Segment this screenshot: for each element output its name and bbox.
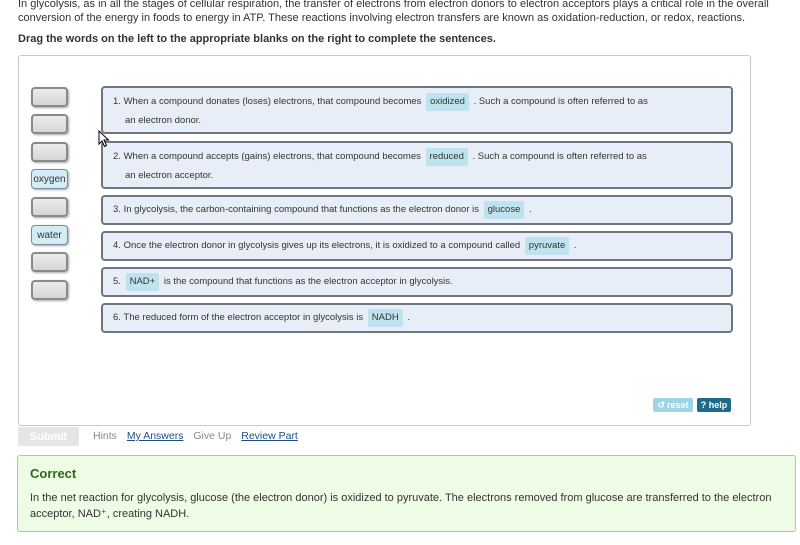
answer-blank[interactable]: NAD+ (126, 273, 160, 291)
sentence-number: 4. (113, 240, 121, 251)
sentence-text: In glycolysis, the carbon-containing compound that functions as the electron donor is (123, 204, 479, 215)
sentence-text: an electron acceptor. (125, 170, 214, 181)
review-part-link[interactable]: Review Part (241, 430, 298, 442)
sentence-number: 2. (113, 151, 121, 162)
mouse-cursor-icon (98, 130, 110, 148)
sentence-text: . Such a compound is often referred to as (472, 151, 647, 162)
word-chip-water[interactable]: water (31, 225, 68, 245)
reset-label: reset (667, 400, 689, 410)
sentence-3 (101, 195, 733, 225)
empty-word-slot (31, 87, 68, 107)
empty-word-slot (31, 114, 68, 134)
answer-blank[interactable]: pyruvate (525, 237, 569, 255)
sentence-text: Once the electron donor in glycolysis gives up its electrons, it is oxidized to a compound called (123, 240, 521, 251)
feedback-box (17, 455, 796, 532)
sentence-text: . (407, 312, 410, 323)
empty-word-slot (31, 252, 68, 272)
sentence-text: When a compound accepts (gains) electrons, that compound becomes (123, 151, 421, 162)
answer-blank[interactable]: oxidized (426, 93, 469, 111)
sentence-text: The reduced form of the electron acceptor in glycolysis is (123, 312, 364, 323)
empty-word-slot (31, 280, 68, 300)
sentence-text: When a compound donates (loses) electrons, that compound becomes (123, 96, 422, 107)
sentence-text: an electron donor. (125, 115, 202, 126)
empty-word-slot (31, 142, 68, 162)
sentence-number: 5. (113, 276, 121, 287)
empty-word-slot (31, 197, 68, 217)
give-up-link[interactable]: Give Up (193, 430, 232, 442)
sentence-text: is the compound that functions as the electron acceptor in glycolysis. (163, 276, 453, 287)
feedback-text: In the net reaction for glycolysis, glucose (the electron donor) is oxidized to pyruvate. The electrons removed from glucose are transferred to the electron acceptor, NAD⁺, creating NADH. (30, 492, 772, 520)
sentence-text: . Such a compound is often referred to as (473, 96, 648, 107)
reset-button[interactable] (653, 398, 693, 412)
word-chip-oxygen[interactable]: oxygen (31, 169, 68, 189)
instruction-text: Drag the words on the left to the appropriate blanks on the right to complete the sentences. (18, 33, 496, 45)
sentence-2 (101, 141, 733, 189)
answer-blank[interactable]: NADH (368, 309, 403, 327)
sentence-number: 3. (113, 204, 121, 215)
intro-paragraph: In glycolysis, as in all the stages of cellular respiration, the transfer of electrons from electron donors to electron acceptors plays a critical role in the overall conversion of the energy in foods to energy in ATP. These reactions involving electron transfers are known as oxidation-reduction, or redox, reactions. (18, 0, 769, 24)
sentence-4 (101, 231, 733, 261)
sentence-number: 1. (113, 96, 121, 107)
answer-links (93, 430, 305, 442)
hints-link[interactable]: Hints (93, 430, 117, 442)
answer-blank[interactable]: glucose (484, 201, 525, 219)
sentence-text: . (573, 240, 577, 251)
my-answers-link[interactable]: My Answers (126, 430, 184, 442)
help-button[interactable]: ? help (697, 398, 731, 412)
sentence-1 (101, 86, 733, 134)
sentence-5 (101, 267, 733, 297)
feedback-title: Correct (30, 466, 77, 481)
answer-blank[interactable]: reduced (426, 148, 468, 166)
reset-icon: ↺ (657, 399, 666, 410)
sentence-number: 6. (113, 312, 121, 323)
submit-button[interactable]: Submit (18, 427, 79, 446)
sentence-6 (101, 303, 733, 333)
sentence-text: . (529, 204, 532, 215)
